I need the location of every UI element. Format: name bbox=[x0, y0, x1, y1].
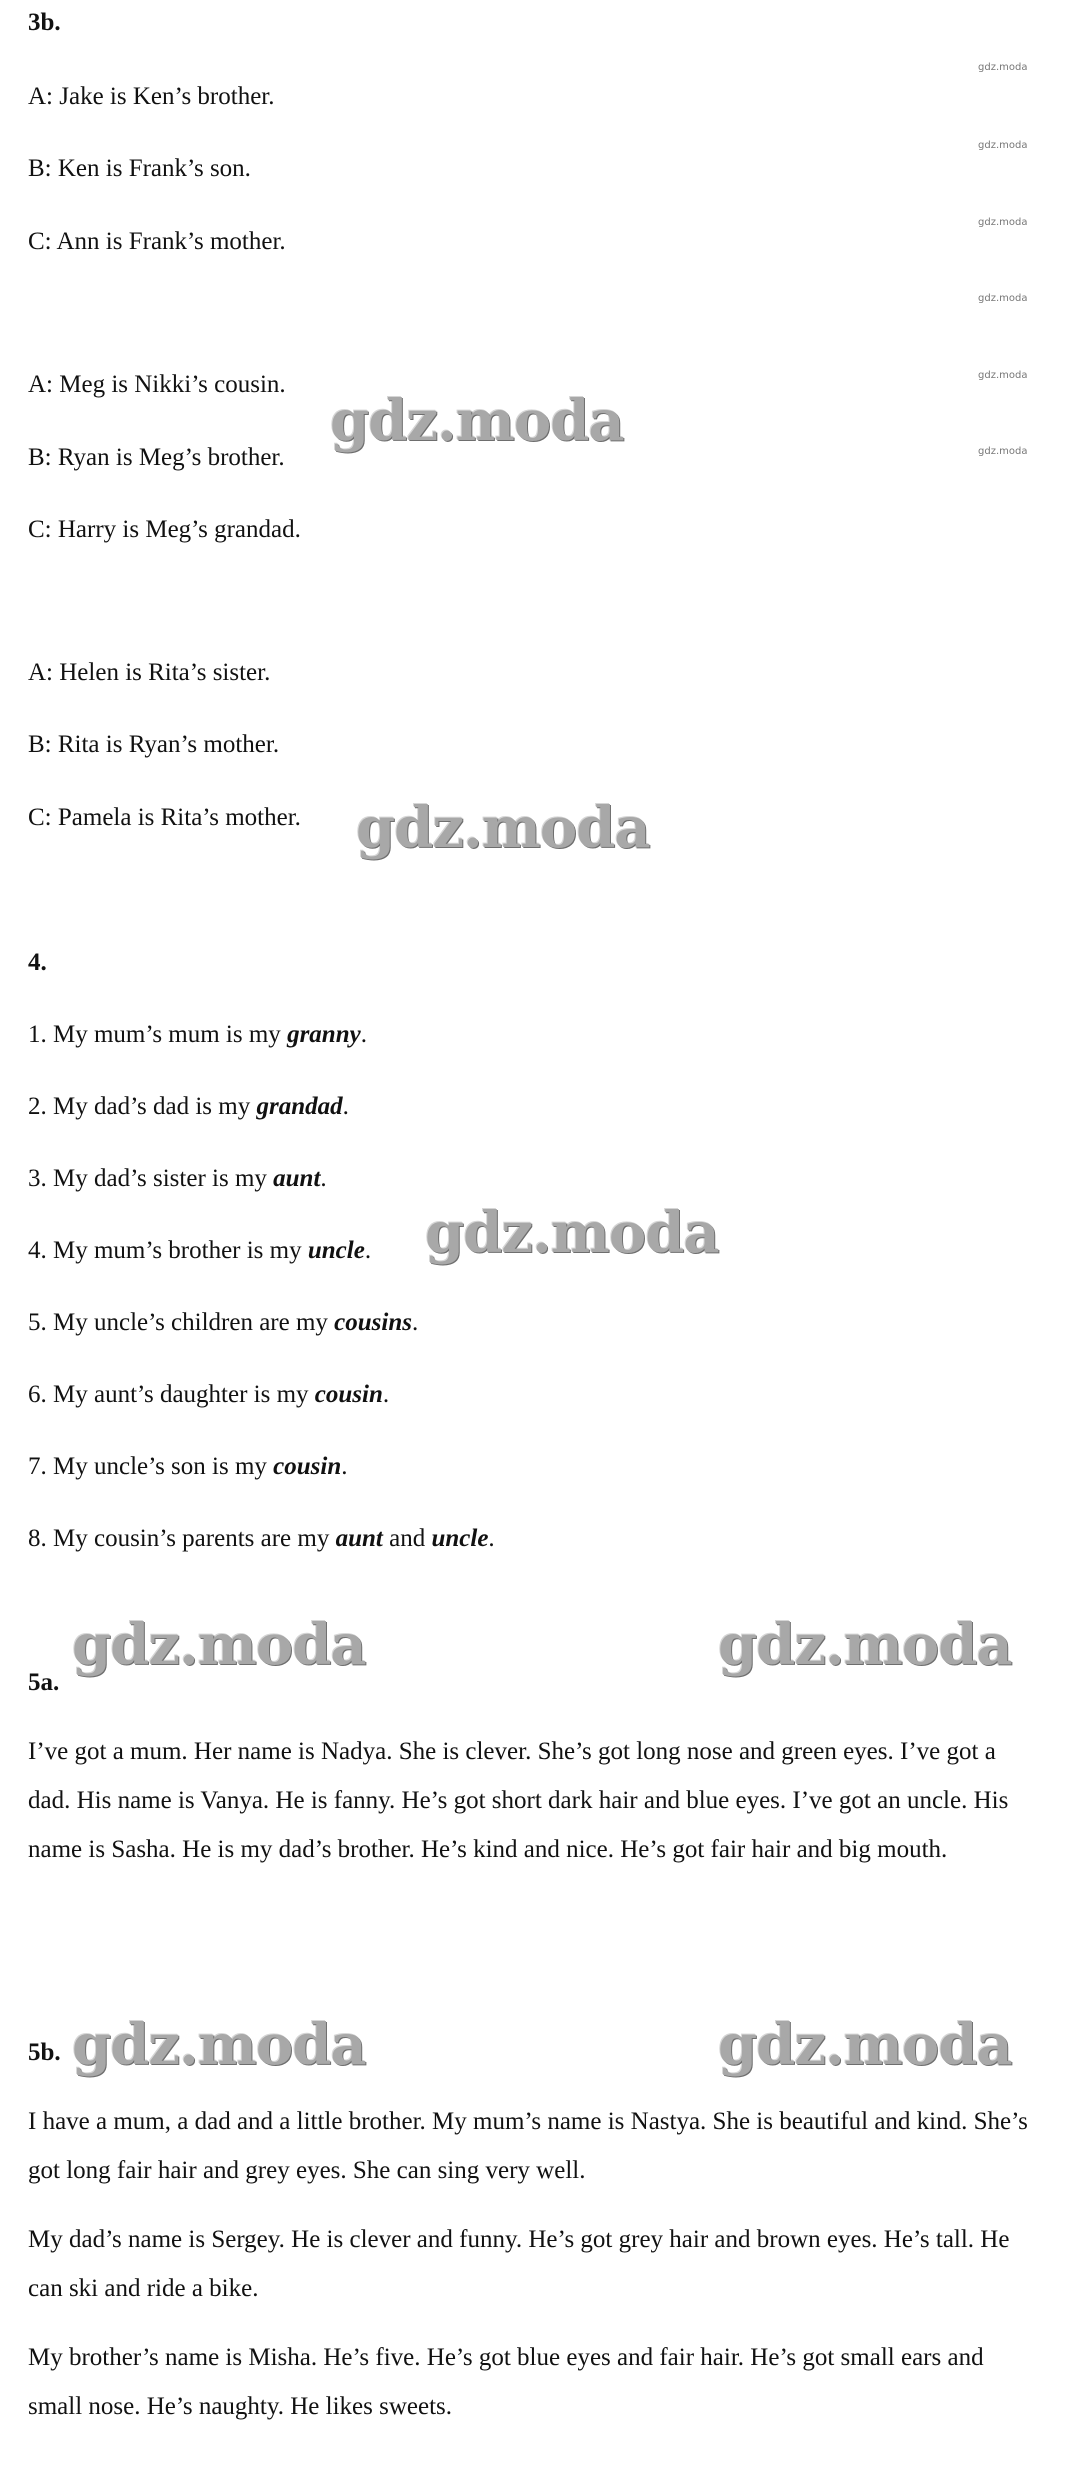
answer-word: uncle bbox=[307, 1237, 365, 1264]
watermark-small: gdz.moda bbox=[978, 370, 1028, 381]
section-5a-heading: 5a. bbox=[28, 1669, 60, 1696]
exercise-4-item: 1. My mum’s mum is my granny. bbox=[28, 1021, 367, 1048]
watermark-overlay: gdz.moda bbox=[425, 1200, 719, 1266]
sentence-3b-3a: A: Helen is Rita’s sister. bbox=[28, 659, 271, 686]
sentence-3b-2a: A: Meg is Nikki’s cousin. bbox=[28, 371, 286, 398]
exercise-4-item: 6. My aunt’s daughter is my cousin. bbox=[28, 1381, 390, 1408]
watermark-small: gdz.moda bbox=[978, 293, 1028, 304]
exercise-4-item: 5. My uncle’s children are my cousins. bbox=[28, 1309, 419, 1336]
sentence-3b-1b: B: Ken is Frank’s son. bbox=[28, 155, 251, 182]
section-3b-heading: 3b. bbox=[28, 9, 61, 36]
answer-word: cousins bbox=[334, 1309, 412, 1336]
answer-word: granny bbox=[287, 1021, 361, 1048]
exercise-4-item: 3. My dad’s sister is my aunt. bbox=[28, 1165, 327, 1192]
sentence-3b-2b: B: Ryan is Meg’s brother. bbox=[28, 444, 285, 471]
paragraph-5b-1: I have a mum, a dad and a little brother. My mum’s name is Nastya. She is beautiful and kind. She’s got long fair hair and grey eyes. She can sing very well. bbox=[28, 2108, 1028, 2184]
paragraph-5b-2: My dad’s name is Sergey. He is clever and funny. He’s got grey hair and brown eyes. He’s tall. He can ski and ride a bike. bbox=[28, 2226, 1010, 2302]
watermark-small: gdz.moda bbox=[978, 62, 1028, 73]
answer-word: cousin bbox=[273, 1453, 342, 1480]
section-4-heading: 4. bbox=[28, 949, 47, 976]
watermark-overlay: gdz.moda bbox=[330, 388, 624, 454]
watermark-small: gdz.moda bbox=[978, 217, 1028, 228]
paragraph-5b-3: My brother’s name is Misha. He’s five. He’s got blue eyes and fair hair. He’s got small ears and small nose. He’s naughty. He likes sweets. bbox=[28, 2344, 984, 2420]
sentence-3b-1c: C: Ann is Frank’s mother. bbox=[28, 228, 286, 255]
exercise-4-item: 2. My dad’s dad is my grandad. bbox=[28, 1093, 349, 1120]
section-5b-heading: 5b. bbox=[28, 2039, 61, 2066]
exercise-4-item: 4. My mum’s brother is my uncle. bbox=[28, 1237, 372, 1264]
sentence-3b-3c: C: Pamela is Rita’s mother. bbox=[28, 804, 301, 831]
sentence-3b-1a: A: Jake is Ken’s brother. bbox=[28, 83, 275, 110]
answer-word: cousin bbox=[314, 1381, 383, 1408]
watermark-overlay: gdz.moda bbox=[356, 795, 650, 861]
watermark-overlay: gdz.moda bbox=[718, 1612, 1012, 1678]
paragraph-5a: I’ve got a mum. Her name is Nadya. She is clever. She’s got long nose and green eyes. I’ve got a dad. His name is Vanya. He is fanny. He’s got short dark hair and blue eyes. I’ve got an uncle. His name is Sasha. He is my dad’s brother. He’s kind and nice. He’s got fair hair and big mouth. bbox=[28, 1738, 1009, 1863]
sentence-3b-3b: B: Rita is Ryan’s mother. bbox=[28, 731, 280, 758]
watermark-small: gdz.moda bbox=[978, 140, 1028, 151]
exercise-4-item: 7. My uncle’s son is my cousin. bbox=[28, 1453, 348, 1480]
watermark-overlay: gdz.moda bbox=[72, 1612, 366, 1678]
watermark-overlay: gdz.moda bbox=[718, 2012, 1012, 2078]
watermark-small: gdz.moda bbox=[978, 446, 1028, 457]
answer-word: grandad bbox=[256, 1093, 343, 1120]
answer-word: aunt bbox=[335, 1525, 383, 1552]
sentence-3b-2c: C: Harry is Meg’s grandad. bbox=[28, 516, 301, 543]
exercise-4-item: 8. My cousin’s parents are my aunt and uncle. bbox=[28, 1525, 495, 1552]
answer-word: uncle bbox=[431, 1525, 489, 1552]
watermark-overlay: gdz.moda bbox=[72, 2012, 366, 2078]
answer-word: aunt bbox=[273, 1165, 321, 1192]
